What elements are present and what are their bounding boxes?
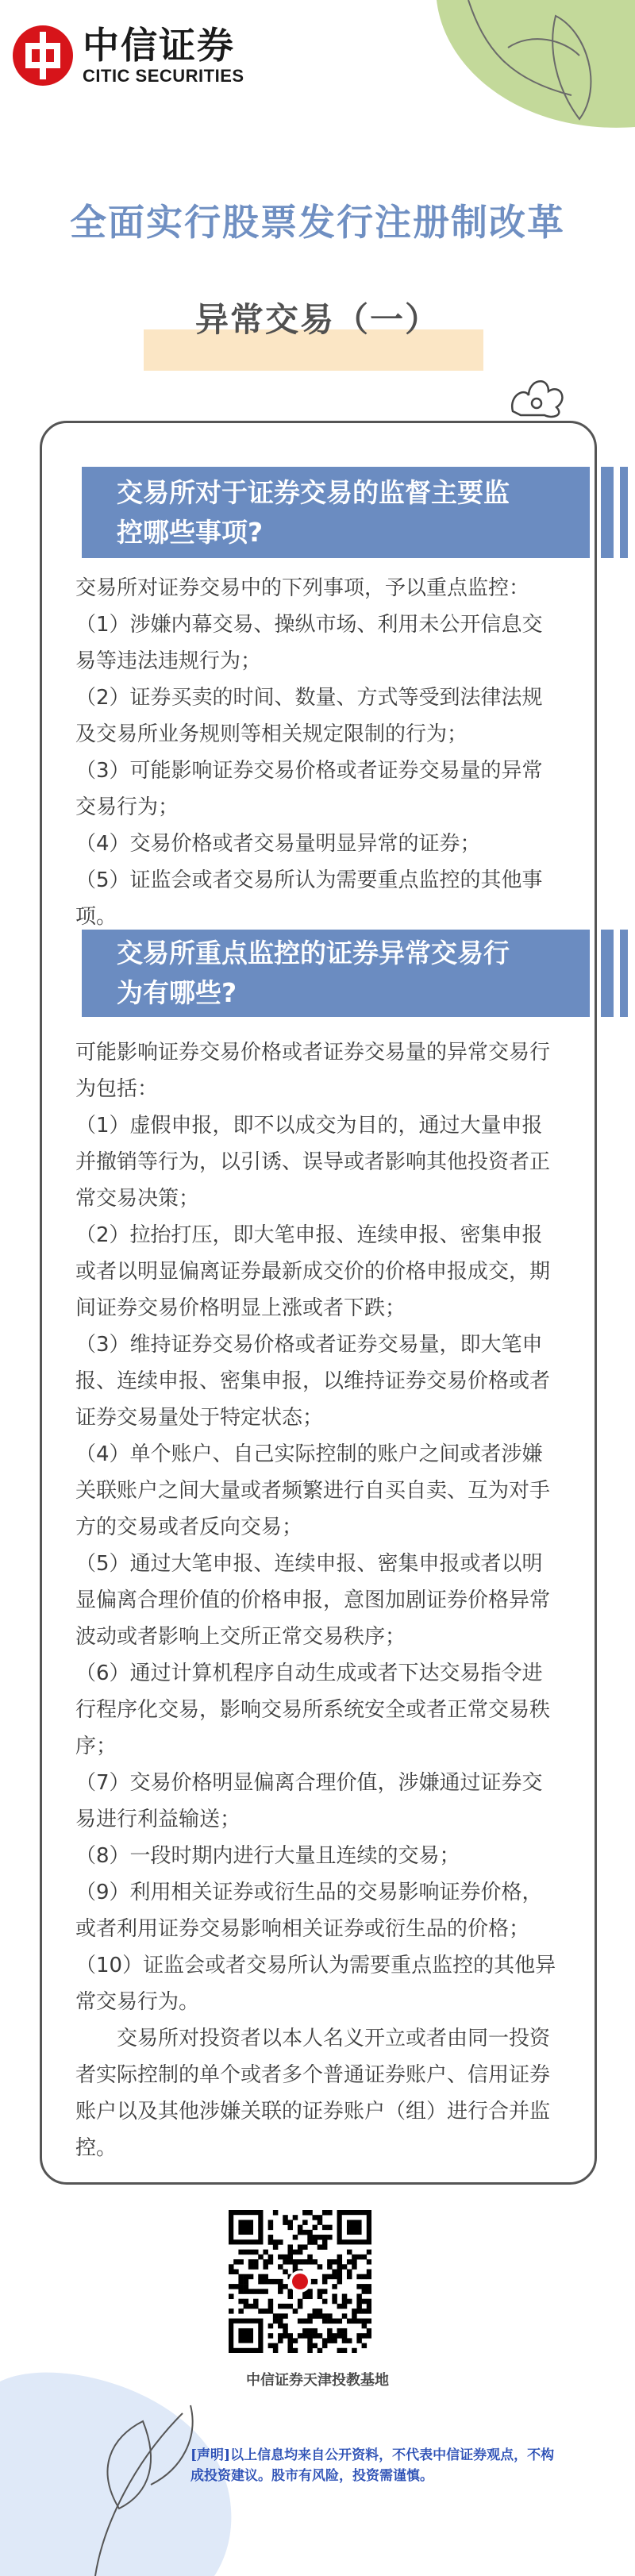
section-2-item: （8）一段时期内进行大量且连续的交易； bbox=[75, 1844, 460, 1868]
section-2-item: （3）维持证券交易价格或者证券交易量，即大笔申报、连续申报、密集申报，以维持证券交易价格或者证券交易量处于特定状态； bbox=[75, 1333, 551, 1430]
section-2-item: （2）拉抬打压，即大笔申报、连续申报、密集申报或者以明显偏离证券最新成交价的价格申报成交，期间证券交易价格明显上涨或者下跌； bbox=[75, 1223, 551, 1320]
section-2-closing: 交易所对投资者以本人名义开立或者由同一投资者实际控制的单个或者多个普通证券账户、信用证券账户以及其他涉嫌关联的证券账户（组）进行合并监控。 bbox=[75, 2027, 551, 2160]
section-1-header bbox=[82, 467, 590, 558]
page-title: 全面实行股票发行注册制改革 bbox=[70, 201, 565, 244]
brand-name-en: CITIC SECURITIES bbox=[83, 66, 244, 86]
section-2-heading-line1: 交易所重点监控的证券异常交易行 bbox=[117, 938, 510, 968]
brand-logo bbox=[11, 24, 244, 87]
brand-name-cn: 中信证券 bbox=[83, 24, 235, 67]
section-2-item: （1）虚假申报，即不以成交为目的，通过大量申报并撤销等行为，以引诱、误导或者影响其他投资者正常交易决策； bbox=[75, 1114, 551, 1211]
section-1-item: （4）交易价格或者交易量明显异常的证券； bbox=[75, 832, 481, 856]
section-1-item: （5）证监会或者交易所认为需要重点监控的其他事项。 bbox=[75, 868, 543, 929]
section-1-heading-line1: 交易所对于证券交易的监督主要监 bbox=[117, 477, 510, 508]
section-1-intro: 交易所对证券交易中的下列事项，予以重点监控： bbox=[75, 576, 530, 600]
section-1-item: （2）证券买卖的时间、数量、方式等受到法律法规及交易所业务规则等相关规定限制的行为； bbox=[75, 686, 543, 746]
content-card bbox=[40, 421, 597, 2185]
section-2-item: （5）通过大笔申报、连续申报、密集申报或者以明显偏离合理价值的价格申报，意图加剧证券价格异常波动或者影响上交所正常交易秩序； bbox=[75, 1552, 551, 1649]
section-1-body bbox=[75, 570, 561, 935]
disclaimer-text: [声明]以上信息均来自公开资料，不代表中信证券观点，不构成投资建议。股市有风险，投资需谨慎。 bbox=[190, 2447, 555, 2484]
section-1-item: （3）可能影响证券交易价格或者证券交易量的异常交易行为； bbox=[75, 759, 543, 819]
section-2-heading-line2: 为有哪些? bbox=[117, 977, 237, 1008]
qr-label: 中信证券天津投教基地 bbox=[246, 2372, 389, 2389]
section-2-header bbox=[82, 930, 590, 1017]
section-2-item: （6）通过计算机程序自动生成或者下达交易指令进行程序化交易，影响交易所系统安全或者正常交易秩序； bbox=[75, 1662, 551, 1758]
section-2-intro: 可能影响证券交易价格或者证券交易量的异常交易行为包括： bbox=[75, 1041, 551, 1101]
section-2-item: （4）单个账户、自己实际控制的账户之间或者涉嫌关联账户之间大量或者频繁进行自买自卖、互为对手方的交易或者反向交易； bbox=[75, 1442, 551, 1539]
section-1-heading-line2: 控哪些事项? bbox=[117, 517, 264, 548]
qr-code[interactable] bbox=[229, 2210, 371, 2353]
page-subtitle: 异常交易（一） bbox=[194, 300, 440, 339]
section-1-item: （1）涉嫌内幕交易、操纵市场、利用未公开信息交易等违法违规行为； bbox=[75, 613, 543, 673]
section-2-item: （10）证监会或者交易所认为需要重点监控的其他异常交易行为。 bbox=[75, 1954, 556, 2014]
section-2-item: （7）交易价格明显偏离合理价值，涉嫌通过证券交易进行利益输送； bbox=[75, 1771, 543, 1831]
section-2-body bbox=[75, 1034, 561, 2166]
section-2-item: （9）利用相关证券或衍生品的交易影响证券价格，或者利用证券交易影响相关证券或衍生品的价格； bbox=[75, 1881, 543, 1941]
flower-doodle-icon bbox=[505, 372, 568, 419]
top-right-leaf-decoration bbox=[413, 0, 635, 151]
citic-logo-icon bbox=[11, 24, 75, 87]
